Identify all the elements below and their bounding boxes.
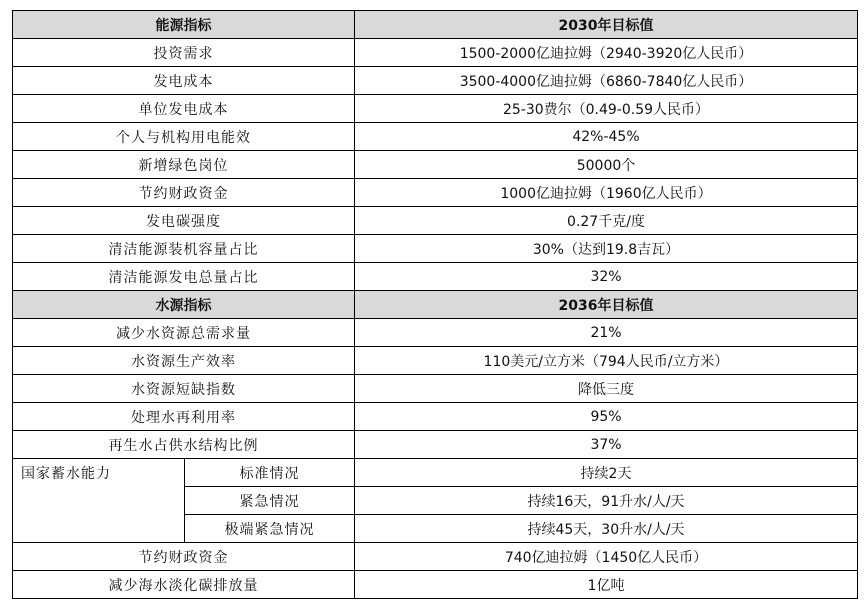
row-sublabel: 紧急情况 — [185, 487, 355, 515]
row-value: 21% — [355, 319, 858, 347]
row-label: 发电碳强度 — [13, 207, 355, 235]
row-value: 110美元/立方米（794人民币/立方米） — [355, 347, 858, 375]
row-value: 持续2天 — [355, 459, 858, 487]
energy-target-header: 2030年目标值 — [355, 11, 858, 39]
row-label: 节约财政资金 — [13, 543, 355, 571]
storage-capacity-label: 国家蓄水能力 — [13, 459, 185, 543]
row-label: 投资需求 — [13, 39, 355, 67]
table-row — [13, 179, 858, 207]
table-row — [13, 571, 858, 599]
row-label: 水资源生产效率 — [13, 347, 355, 375]
table-row — [13, 123, 858, 151]
row-value: 1亿吨 — [355, 571, 858, 599]
row-label: 清洁能源装机容量占比 — [13, 235, 355, 263]
row-value: 37% — [355, 431, 858, 459]
water-header-row — [13, 291, 858, 319]
row-sublabel: 极端紧急情况 — [185, 515, 355, 543]
table-row — [13, 543, 858, 571]
row-sublabel: 标准情况 — [185, 459, 355, 487]
row-value: 持续16天，91升水/人/天 — [355, 487, 858, 515]
row-value: 740亿迪拉姆（1450亿人民币） — [355, 543, 858, 571]
table-row — [13, 347, 858, 375]
row-label: 再生水占供水结构比例 — [13, 431, 355, 459]
table-row — [13, 459, 858, 487]
row-label: 减少水资源总需求量 — [13, 319, 355, 347]
table-row — [13, 207, 858, 235]
table-row — [13, 403, 858, 431]
table-row — [13, 67, 858, 95]
row-value: 42%-45% — [355, 123, 858, 151]
row-value: 降低三度 — [355, 375, 858, 403]
row-value: 3500-4000亿迪拉姆（6860-7840亿人民币） — [355, 67, 858, 95]
table-row — [13, 319, 858, 347]
row-label: 节约财政资金 — [13, 179, 355, 207]
table-row — [13, 95, 858, 123]
row-value: 30%（达到19.8吉瓦） — [355, 235, 858, 263]
table-row — [13, 235, 858, 263]
row-label: 处理水再利用率 — [13, 403, 355, 431]
table-row — [13, 431, 858, 459]
targets-table — [12, 10, 858, 599]
energy-header-row — [13, 11, 858, 39]
water-indicator-header: 水源指标 — [13, 291, 355, 319]
row-value: 32% — [355, 263, 858, 291]
row-label: 新增绿色岗位 — [13, 151, 355, 179]
row-label: 单位发电成本 — [13, 95, 355, 123]
water-target-header: 2036年目标值 — [355, 291, 858, 319]
row-value: 95% — [355, 403, 858, 431]
row-value: 0.27千克/度 — [355, 207, 858, 235]
row-value: 持续45天，30升水/人/天 — [355, 515, 858, 543]
row-value: 1500-2000亿迪拉姆（2940-3920亿人民币） — [355, 39, 858, 67]
row-label: 发电成本 — [13, 67, 355, 95]
row-value: 50000个 — [355, 151, 858, 179]
row-label: 清洁能源发电总量占比 — [13, 263, 355, 291]
row-label: 个人与机构用电能效 — [13, 123, 355, 151]
row-value: 1000亿迪拉姆（1960亿人民币） — [355, 179, 858, 207]
table-row — [13, 375, 858, 403]
table-row — [13, 39, 858, 67]
row-label: 减少海水淡化碳排放量 — [13, 571, 355, 599]
table-row — [13, 151, 858, 179]
energy-indicator-header: 能源指标 — [13, 11, 355, 39]
row-value: 25-30费尔（0.49-0.59人民币） — [355, 95, 858, 123]
table-row — [13, 263, 858, 291]
row-label: 水资源短缺指数 — [13, 375, 355, 403]
